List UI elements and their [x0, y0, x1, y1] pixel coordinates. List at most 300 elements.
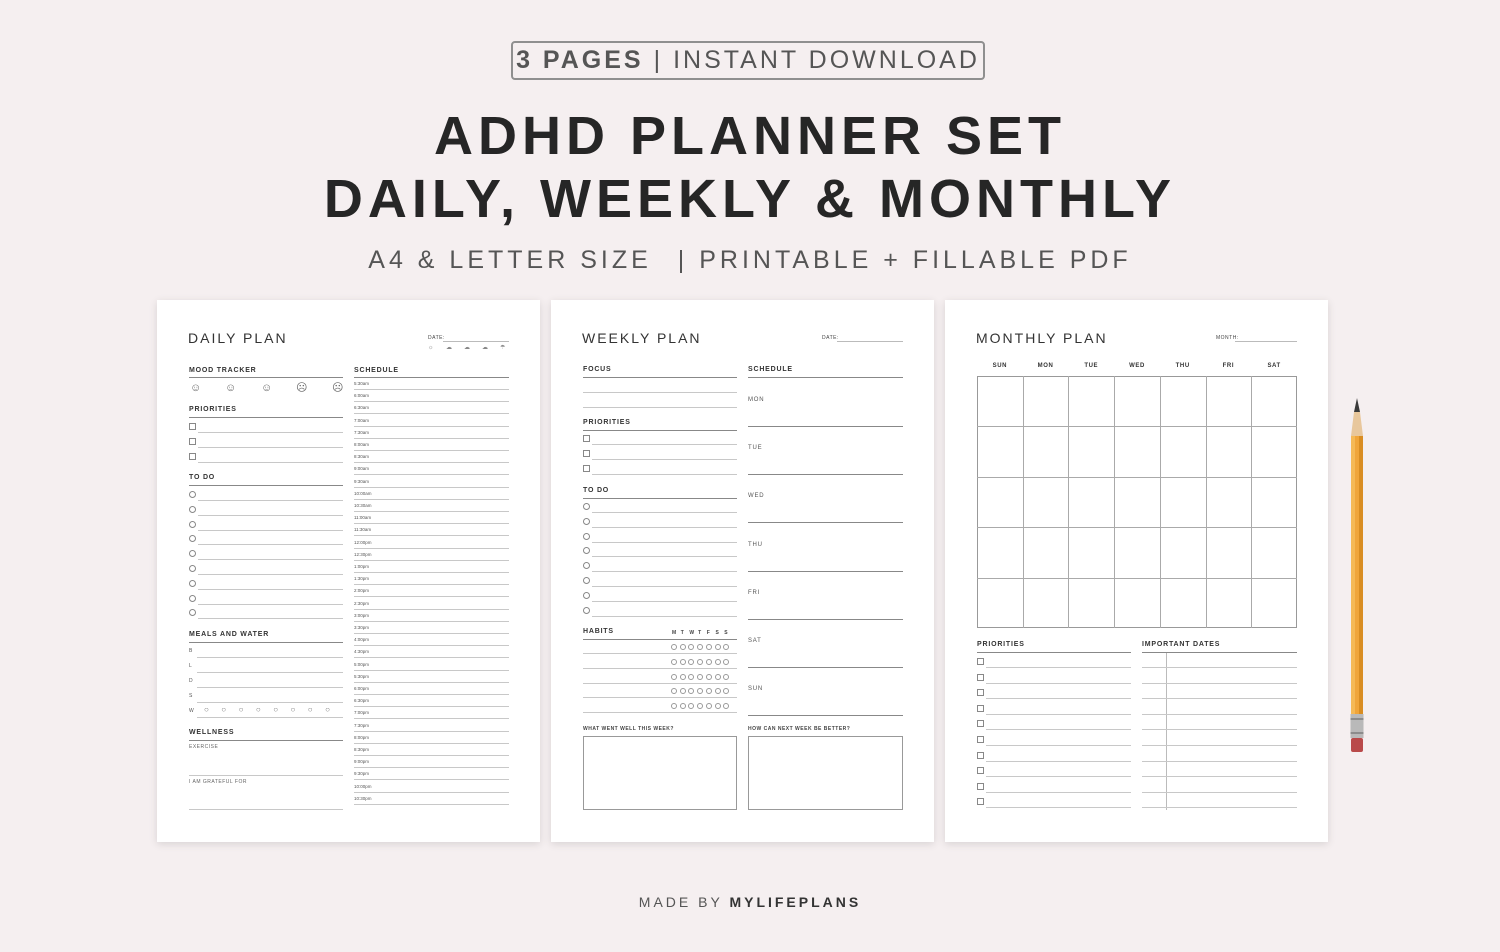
calendar-day-cell[interactable] — [1207, 478, 1251, 526]
water-drop-icon[interactable]: ○ — [221, 705, 227, 714]
calendar-day-header: FRI — [1222, 363, 1235, 369]
weekday-line[interactable] — [748, 667, 903, 668]
todo-checkbox[interactable] — [583, 592, 590, 599]
schedule-time-label: 7:00pm — [354, 710, 370, 716]
main-title-line1: ADHD PLANNER SET — [433, 106, 1067, 166]
schedule-time-label: 7:00am — [354, 417, 370, 423]
weekday-line[interactable] — [748, 522, 903, 523]
date-label: DATE: — [822, 335, 839, 341]
grateful-line[interactable] — [189, 809, 343, 810]
habit-check-circle[interactable] — [680, 659, 686, 665]
schedule-line[interactable] — [354, 499, 509, 500]
priority-line[interactable] — [986, 729, 1131, 730]
weekday-label-sun: SUN — [748, 686, 764, 693]
priority-checkbox[interactable] — [189, 453, 196, 460]
weekday-label-thu: THU — [748, 541, 763, 548]
month-label: MONTH: — [1216, 335, 1239, 341]
todo-line[interactable] — [198, 500, 343, 501]
todo-line[interactable] — [198, 515, 343, 516]
priorities-heading: PRIORITIES — [977, 641, 1025, 648]
schedule-line[interactable] — [354, 633, 509, 634]
schedule-line[interactable] — [354, 743, 509, 744]
water-drop-icon[interactable]: ○ — [204, 705, 209, 714]
schedule-time-label: 9:00am — [354, 466, 370, 472]
priority-checkbox[interactable] — [977, 798, 984, 805]
calendar-day-cell[interactable] — [1161, 579, 1205, 627]
habit-day-label: S — [724, 630, 729, 636]
weekday-label-wed: WED — [748, 493, 765, 500]
todo-checkbox[interactable] — [189, 609, 196, 616]
todo-checkbox[interactable] — [189, 565, 196, 572]
weekly-plan-page — [551, 300, 934, 842]
schedule-time-label: 6:00am — [354, 393, 370, 399]
schedule-line[interactable] — [354, 450, 509, 451]
calendar-day-cell[interactable] — [1252, 478, 1296, 526]
meal-dinner-label: D — [189, 678, 193, 684]
habit-check-circle[interactable] — [697, 688, 703, 694]
schedule-line[interactable] — [354, 523, 509, 524]
water-drop-icon[interactable]: ○ — [307, 705, 313, 714]
habit-day-label: M — [672, 630, 677, 636]
calendar-day-cell[interactable] — [1115, 528, 1159, 576]
habit-check-circle[interactable] — [706, 659, 712, 665]
schedule-line[interactable] — [354, 535, 509, 536]
partly-cloudy-icon: ☁ — [446, 345, 452, 351]
calendar-day-header: TUE — [1084, 363, 1099, 369]
todo-checkbox[interactable] — [189, 595, 196, 602]
weekday-label-tue: TUE — [748, 445, 763, 452]
schedule-line[interactable] — [354, 487, 509, 488]
schedule-line[interactable] — [354, 596, 509, 597]
calendar-day-cell[interactable] — [1024, 377, 1068, 425]
schedule-time-label: 6:30pm — [354, 698, 370, 704]
todo-line[interactable] — [592, 601, 737, 602]
schedule-line[interactable] — [354, 804, 509, 805]
todo-line[interactable] — [198, 544, 343, 545]
schedule-time-label: 12:30pm — [354, 551, 372, 557]
habits-heading: HABITS — [583, 628, 614, 635]
calendar-day-cell[interactable] — [1115, 377, 1159, 425]
important-date-line[interactable] — [1142, 714, 1297, 715]
priority-line[interactable] — [986, 776, 1131, 777]
todo-checkbox[interactable] — [189, 580, 196, 587]
todo-heading: TO DO — [583, 487, 610, 494]
footer — [0, 894, 1500, 910]
focus-heading: FOCUS — [583, 366, 612, 373]
weekday-line[interactable] — [748, 474, 903, 475]
important-date-line[interactable] — [1142, 683, 1297, 684]
habit-check-circle[interactable] — [688, 688, 694, 694]
schedule-time-label: 11:30am — [354, 527, 372, 533]
priority-line[interactable] — [592, 459, 737, 460]
priority-checkbox[interactable] — [583, 435, 590, 442]
grateful-label: I AM GRATEFUL FOR — [189, 779, 247, 785]
habit-check-circle[interactable] — [688, 674, 694, 680]
calendar-day-cell[interactable] — [1024, 528, 1068, 576]
habit-check-circle[interactable] — [671, 703, 677, 709]
meal-lunch-label: L — [189, 663, 192, 669]
priority-line[interactable] — [198, 462, 343, 463]
todo-checkbox[interactable] — [583, 547, 590, 554]
exercise-label: EXERCISE — [189, 744, 219, 750]
habit-line[interactable] — [583, 697, 737, 698]
important-date-line[interactable] — [1142, 745, 1297, 746]
calendar-day-cell[interactable] — [1069, 579, 1113, 627]
priority-line[interactable] — [986, 683, 1131, 684]
schedule-time-label: 5:30am — [354, 381, 370, 386]
schedule-line[interactable] — [354, 426, 509, 427]
wellness-heading: WELLNESS — [189, 729, 235, 736]
priority-line[interactable] — [986, 698, 1131, 699]
priority-checkbox[interactable] — [583, 465, 590, 472]
important-date-line[interactable] — [1142, 807, 1297, 808]
schedule-line[interactable] — [354, 657, 509, 658]
priority-line[interactable] — [198, 447, 343, 448]
calendar-day-cell[interactable] — [1069, 528, 1113, 576]
important-dates-heading: IMPORTANT DATES — [1142, 641, 1221, 648]
habit-check-circle[interactable] — [706, 644, 712, 650]
calendar-day-cell[interactable] — [1115, 579, 1159, 627]
water-drop-icon[interactable]: ○ — [273, 705, 279, 714]
habit-check-circle[interactable] — [688, 659, 694, 665]
priority-line[interactable] — [986, 807, 1131, 808]
schedule-line[interactable] — [354, 389, 509, 390]
important-date-line[interactable] — [1142, 698, 1297, 699]
habit-check-circle[interactable] — [697, 703, 703, 709]
schedule-line[interactable] — [354, 694, 509, 695]
priority-line[interactable] — [986, 667, 1131, 668]
habit-line[interactable] — [583, 668, 737, 669]
todo-line[interactable] — [198, 589, 343, 590]
priorities-heading: PRIORITIES — [583, 419, 631, 426]
priority-checkbox[interactable] — [189, 438, 196, 445]
habit-check-circle[interactable] — [723, 688, 729, 694]
priority-line[interactable] — [986, 792, 1131, 793]
todo-checkbox[interactable] — [189, 506, 196, 513]
calendar-day-cell[interactable] — [1252, 377, 1296, 425]
weekday-label-sat: SAT — [748, 638, 762, 644]
weekday-label-fri: FRI — [748, 589, 761, 596]
water-drop-icon[interactable]: ○ — [255, 705, 261, 714]
mood-very-happy-icon[interactable]: ☺ — [190, 382, 202, 394]
habit-line[interactable] — [583, 653, 737, 654]
todo-line[interactable] — [198, 618, 343, 619]
schedule-line[interactable] — [354, 645, 509, 646]
habit-check-circle[interactable] — [715, 644, 721, 650]
important-date-line[interactable] — [1142, 761, 1297, 762]
todo-checkbox[interactable] — [583, 503, 590, 510]
habit-day-label: T — [680, 630, 685, 636]
priority-checkbox[interactable] — [977, 767, 984, 774]
calendar-day-header: WED — [1129, 363, 1145, 369]
habit-check-circle[interactable] — [671, 688, 677, 694]
schedule-time-label: 4:30pm — [354, 649, 370, 655]
schedule-line[interactable] — [354, 621, 509, 622]
schedule-time-label: 6:00pm — [354, 686, 370, 691]
priority-checkbox[interactable] — [583, 450, 590, 457]
priorities-heading: PRIORITIES — [189, 406, 237, 413]
focus-line[interactable] — [583, 392, 737, 393]
schedule-line[interactable] — [354, 609, 509, 610]
schedule-time-label: 3:30pm — [354, 625, 370, 630]
schedule-line[interactable] — [354, 755, 509, 756]
todo-checkbox[interactable] — [583, 518, 590, 525]
schedule-time-label: 12:00pm — [354, 539, 372, 545]
mood-sad-icon[interactable]: ☹ — [296, 382, 308, 394]
habit-check-circle[interactable] — [723, 703, 729, 709]
mood-happy-icon[interactable]: ☺ — [225, 382, 237, 394]
calendar-day-cell[interactable] — [1161, 528, 1205, 576]
priority-checkbox[interactable] — [977, 705, 984, 712]
badge-separator: | — [653, 46, 664, 74]
todo-line[interactable] — [592, 542, 737, 543]
todo-line[interactable] — [198, 574, 343, 575]
important-date-line[interactable] — [1142, 667, 1297, 668]
schedule-line[interactable] — [354, 572, 509, 573]
mood-very-sad-icon[interactable]: ☹ — [332, 382, 344, 394]
cloud-icon: ☁ — [482, 345, 488, 351]
habit-check-circle[interactable] — [688, 703, 694, 709]
main-title-line2: DAILY, WEEKLY & MONTHLY — [323, 169, 1177, 229]
todo-line[interactable] — [198, 604, 343, 605]
badge-download: INSTANT DOWNLOAD — [673, 46, 980, 74]
important-date-line[interactable] — [1142, 729, 1297, 730]
priority-checkbox[interactable] — [977, 658, 984, 665]
priority-checkbox[interactable] — [977, 752, 984, 759]
habit-check-circle[interactable] — [680, 674, 686, 680]
schedule-time-label: 1:30pm — [354, 576, 370, 582]
weekday-line[interactable] — [748, 426, 903, 427]
schedule-line[interactable] — [354, 731, 509, 732]
habit-line[interactable] — [583, 712, 737, 713]
habit-line[interactable] — [583, 683, 737, 684]
badge-pages: 3 PAGES — [516, 46, 644, 74]
calendar-day-cell[interactable] — [978, 528, 1022, 576]
priority-line[interactable] — [986, 714, 1131, 715]
todo-checkbox[interactable] — [189, 491, 196, 498]
monthly-plan-page — [945, 300, 1328, 842]
habit-check-circle[interactable] — [715, 659, 721, 665]
calendar-day-cell[interactable] — [1069, 377, 1113, 425]
calendar-day-header: MON — [1037, 363, 1054, 369]
calendar-day-cell[interactable] — [1207, 427, 1251, 475]
calendar-day-cell[interactable] — [1161, 377, 1205, 425]
schedule-time-label: 11:00am — [354, 515, 372, 521]
schedule-line[interactable] — [354, 682, 509, 683]
todo-line[interactable] — [198, 530, 343, 531]
todo-checkbox[interactable] — [583, 533, 590, 540]
schedule-time-label: 7:30am — [354, 429, 370, 435]
schedule-time-label: 10:00pm — [354, 783, 372, 789]
mood-tracker-heading: MOOD TRACKER — [189, 367, 257, 374]
water-drop-icon[interactable]: ○ — [238, 705, 244, 714]
daily-plan-page — [157, 300, 540, 842]
habit-check-circle[interactable] — [723, 674, 729, 680]
calendar-day-cell[interactable] — [1207, 528, 1251, 576]
habit-check-circle[interactable] — [723, 644, 729, 650]
todo-checkbox[interactable] — [583, 562, 590, 569]
calendar-day-cell[interactable] — [1161, 478, 1205, 526]
schedule-heading: SCHEDULE — [354, 367, 399, 374]
subtitle-format: | PRINTABLE + FILLABLE PDF — [677, 246, 1132, 274]
priority-line[interactable] — [986, 761, 1131, 762]
habit-check-circle[interactable] — [680, 688, 686, 694]
calendar-day-cell[interactable] — [978, 579, 1022, 627]
habit-check-circle[interactable] — [671, 644, 677, 650]
calendar-day-header: SUN — [992, 363, 1008, 369]
priority-checkbox[interactable] — [977, 783, 984, 790]
mood-neutral-icon[interactable]: ☺ — [261, 382, 273, 394]
schedule-line[interactable] — [354, 548, 509, 549]
todo-line[interactable] — [592, 616, 737, 617]
calendar-day-cell[interactable] — [1207, 377, 1251, 425]
calendar-day-cell[interactable] — [1115, 478, 1159, 526]
schedule-time-label: 2:30pm — [354, 600, 370, 606]
habit-check-circle[interactable] — [706, 674, 712, 680]
todo-checkbox[interactable] — [583, 607, 590, 614]
todo-checkbox[interactable] — [189, 521, 196, 528]
schedule-line[interactable] — [354, 474, 509, 475]
focus-line[interactable] — [583, 407, 737, 408]
calendar-day-cell[interactable] — [1069, 478, 1113, 526]
priority-line[interactable] — [986, 745, 1131, 746]
weekday-line[interactable] — [748, 619, 903, 620]
priority-checkbox[interactable] — [189, 423, 196, 430]
priority-checkbox[interactable] — [977, 720, 984, 727]
habit-check-circle[interactable] — [671, 674, 677, 680]
habit-check-circle[interactable] — [697, 659, 703, 665]
schedule-line[interactable] — [354, 511, 509, 512]
schedule-time-label: 2:00pm — [354, 588, 370, 594]
meal-breakfast-label: B — [189, 648, 193, 654]
schedule-time-label: 4:00pm — [354, 637, 370, 643]
todo-checkbox[interactable] — [583, 577, 590, 584]
habit-day-label: T — [698, 630, 702, 636]
habit-check-circle[interactable] — [715, 703, 721, 709]
habit-check-circle[interactable] — [715, 674, 721, 680]
schedule-line[interactable] — [354, 779, 509, 780]
schedule-line[interactable] — [354, 462, 509, 463]
schedule-line[interactable] — [354, 767, 509, 768]
footer-made-by: MADE BY — [638, 894, 723, 910]
date-line — [443, 341, 509, 342]
sun-icon: ☼ — [428, 345, 434, 351]
water-drop-icon[interactable]: ○ — [325, 705, 330, 714]
calendar-day-cell[interactable] — [1024, 427, 1068, 475]
habit-check-circle[interactable] — [697, 644, 703, 650]
schedule-line[interactable] — [354, 718, 509, 719]
schedule-line[interactable] — [354, 792, 509, 793]
footer-brand: MYLIFEPLANS — [729, 894, 862, 910]
priority-line[interactable] — [592, 444, 737, 445]
habit-check-circle[interactable] — [723, 659, 729, 665]
todo-line[interactable] — [198, 559, 343, 560]
priority-line[interactable] — [592, 474, 737, 475]
went-well-heading: WHAT WENT WELL THIS WEEK? — [583, 726, 674, 732]
todo-line[interactable] — [592, 527, 737, 528]
weekday-line[interactable] — [748, 571, 903, 572]
calendar-day-cell[interactable] — [978, 427, 1022, 475]
pencil-image — [1348, 398, 1366, 754]
todo-heading: TO DO — [189, 474, 216, 481]
habit-check-circle[interactable] — [706, 688, 712, 694]
calendar-day-cell[interactable] — [1207, 579, 1251, 627]
habit-check-circle[interactable] — [715, 688, 721, 694]
todo-checkbox[interactable] — [189, 535, 196, 542]
water-drop-icon[interactable]: ○ — [290, 705, 296, 714]
habit-day-label: F — [706, 630, 711, 636]
subtitle — [0, 246, 1500, 275]
habit-check-circle[interactable] — [671, 659, 677, 665]
date-line — [837, 341, 903, 342]
schedule-time-label: 1:00pm — [354, 564, 370, 569]
calendar-day-cell[interactable] — [1115, 427, 1159, 475]
schedule-time-label: 8:00pm — [354, 734, 370, 740]
month-line — [1235, 341, 1297, 342]
schedule-line[interactable] — [354, 401, 509, 402]
schedule-time-label: 5:30pm — [354, 673, 370, 679]
schedule-line[interactable] — [354, 584, 509, 585]
todo-line[interactable] — [592, 571, 737, 572]
page-title: MONTHLY PLAN — [976, 330, 1108, 346]
schedule-heading: SCHEDULE — [748, 366, 793, 373]
calendar-day-cell[interactable] — [1161, 427, 1205, 475]
cloud-icon: ☁ — [464, 345, 470, 351]
calendar-day-cell[interactable] — [1024, 579, 1068, 627]
schedule-line[interactable] — [354, 706, 509, 707]
todo-line[interactable] — [592, 512, 737, 513]
calendar-day-cell[interactable] — [1252, 579, 1296, 627]
schedule-time-label: 10:30am — [354, 503, 372, 508]
todo-line[interactable] — [592, 586, 737, 587]
habit-check-circle[interactable] — [688, 644, 694, 650]
priority-line[interactable] — [198, 432, 343, 433]
todo-checkbox[interactable] — [189, 550, 196, 557]
next-week-box[interactable] — [748, 736, 903, 810]
schedule-line[interactable] — [354, 670, 509, 671]
went-well-box[interactable] — [583, 736, 737, 810]
todo-line[interactable] — [592, 556, 737, 557]
priority-checkbox[interactable] — [977, 674, 984, 681]
schedule-time-label: 8:30am — [354, 454, 370, 460]
habit-check-circle[interactable] — [680, 703, 686, 709]
dates-column-divider — [1166, 653, 1167, 810]
page-title: DAILY PLAN — [188, 330, 288, 346]
calendar-day-cell[interactable] — [1024, 478, 1068, 526]
calendar-day-cell[interactable] — [978, 377, 1022, 425]
habit-check-circle[interactable] — [680, 644, 686, 650]
exercise-line[interactable] — [189, 775, 343, 776]
calendar-day-cell[interactable] — [1252, 427, 1296, 475]
rain-icon: ☂ — [500, 345, 506, 351]
important-date-line[interactable] — [1142, 776, 1297, 777]
calendar-day-cell[interactable] — [1252, 528, 1296, 576]
schedule-line[interactable] — [354, 413, 509, 414]
habit-check-circle[interactable] — [697, 674, 703, 680]
schedule-line[interactable] — [354, 560, 509, 561]
priority-checkbox[interactable] — [977, 736, 984, 743]
weekday-line[interactable] — [748, 715, 903, 716]
schedule-line[interactable] — [354, 438, 509, 439]
habit-check-circle[interactable] — [706, 703, 712, 709]
calendar-day-cell[interactable] — [1069, 427, 1113, 475]
important-date-line[interactable] — [1142, 792, 1297, 793]
water-label: W — [189, 708, 194, 714]
weekday-label-mon: MON — [748, 397, 765, 403]
info-badge — [511, 41, 985, 80]
calendar-day-cell[interactable] — [978, 478, 1022, 526]
priority-checkbox[interactable] — [977, 689, 984, 696]
